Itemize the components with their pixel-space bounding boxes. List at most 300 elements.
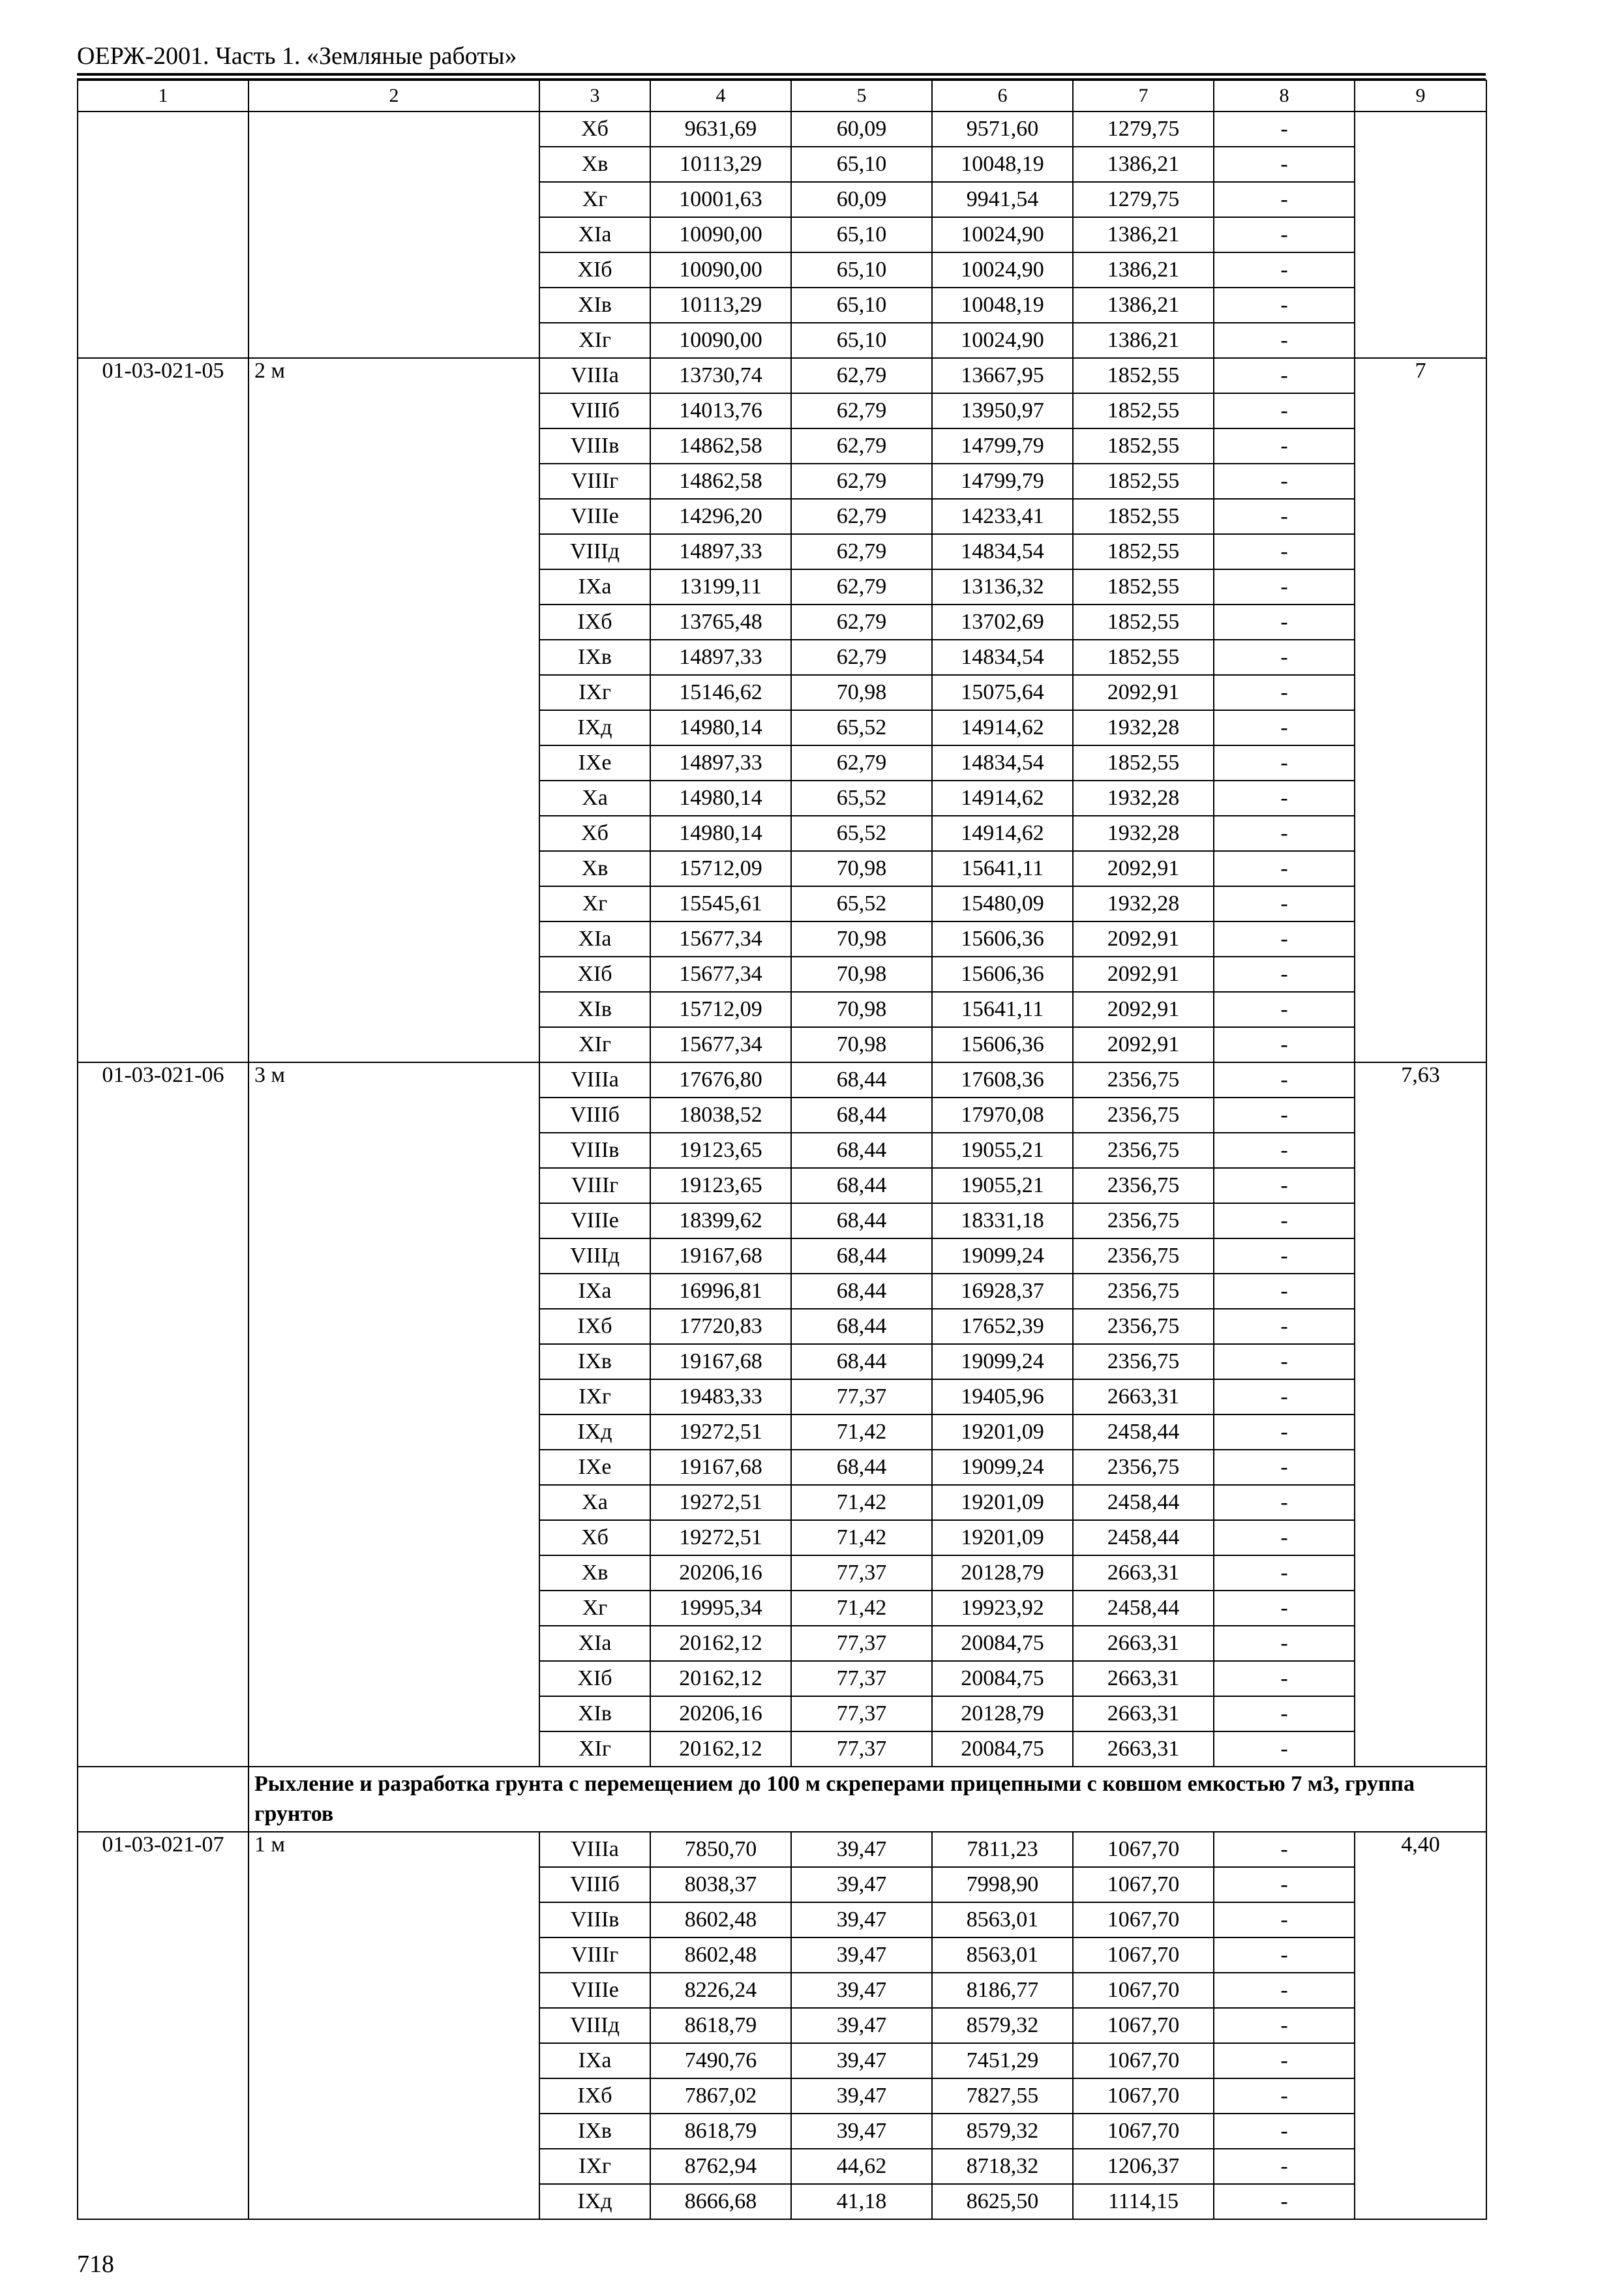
- total-cost-cell: 14862,58: [650, 428, 791, 464]
- machine-cost-cell: 19923,92: [932, 1591, 1073, 1626]
- total-cost-cell: 8618,79: [650, 2114, 791, 2149]
- column-header: 5: [791, 80, 932, 112]
- total-cost-cell: 10090,00: [650, 323, 791, 358]
- machine-cost-cell: 8563,01: [932, 1902, 1073, 1937]
- machine-cost-cell: 13950,97: [932, 393, 1073, 428]
- machinist-wages-cell: 1067,70: [1073, 2114, 1214, 2149]
- soil-group-cell: VIIIв: [539, 428, 650, 464]
- machinist-wages-cell: 1852,55: [1073, 393, 1214, 428]
- column-header: 1: [78, 80, 248, 112]
- machinist-wages-cell: 2356,75: [1073, 1274, 1214, 1309]
- total-cost-cell: 19272,51: [650, 1520, 791, 1555]
- table-body: [78, 112, 1486, 2219]
- total-cost-cell: 14980,14: [650, 781, 791, 816]
- materials-cell: -: [1214, 1902, 1355, 1937]
- materials-cell: -: [1214, 569, 1355, 605]
- wages-cell: 68,44: [791, 1450, 932, 1485]
- total-cost-cell: 15712,09: [650, 992, 791, 1027]
- wages-cell: 39,47: [791, 1902, 932, 1937]
- soil-group-cell: IХг: [539, 675, 650, 710]
- machine-cost-cell: 15480,09: [932, 886, 1073, 921]
- machine-cost-cell: 8579,32: [932, 2008, 1073, 2043]
- soil-group-cell: IХд: [539, 1414, 650, 1450]
- materials-cell: -: [1214, 428, 1355, 464]
- soil-group-cell: VIIIг: [539, 1937, 650, 1973]
- total-cost-cell: 13730,74: [650, 358, 791, 393]
- machine-cost-cell: 10024,90: [932, 217, 1073, 252]
- materials-cell: -: [1214, 1062, 1355, 1098]
- section-title: Рыхление и разработка грунта с перемещением до 100 м скреперами прицепными с ковшом емкостью 7 м3, группа грунтов: [248, 1767, 1486, 1832]
- total-cost-cell: 14897,33: [650, 534, 791, 569]
- total-cost-cell: 7850,70: [650, 1832, 791, 1867]
- soil-group-cell: IХг: [539, 2149, 650, 2184]
- machine-cost-cell: 15606,36: [932, 1027, 1073, 1062]
- machine-cost-cell: 19099,24: [932, 1344, 1073, 1379]
- machinist-wages-cell: 1852,55: [1073, 428, 1214, 464]
- total-cost-cell: 17720,83: [650, 1309, 791, 1344]
- machinist-wages-cell: 1932,28: [1073, 710, 1214, 745]
- machinist-wages-cell: 2663,31: [1073, 1661, 1214, 1696]
- materials-cell: -: [1214, 957, 1355, 992]
- machine-cost-cell: 14834,54: [932, 745, 1073, 781]
- machine-cost-cell: 19099,24: [932, 1238, 1073, 1274]
- wages-cell: 62,79: [791, 605, 932, 640]
- soil-group-cell: VIIIб: [539, 1867, 650, 1902]
- wages-cell: 71,42: [791, 1414, 932, 1450]
- wages-cell: 70,98: [791, 957, 932, 992]
- materials-cell: -: [1214, 1661, 1355, 1696]
- machinist-wages-cell: 1114,15: [1073, 2184, 1214, 2219]
- materials-cell: -: [1214, 1591, 1355, 1626]
- table-row: [78, 358, 1486, 393]
- materials-cell: -: [1214, 1098, 1355, 1133]
- materials-cell: -: [1214, 1832, 1355, 1867]
- machinist-wages-cell: 1279,75: [1073, 112, 1214, 147]
- machinist-wages-cell: 1386,21: [1073, 252, 1214, 288]
- machine-cost-cell: 15606,36: [932, 957, 1073, 992]
- soil-group-cell: ХIб: [539, 252, 650, 288]
- machine-cost-cell: 20084,75: [932, 1626, 1073, 1661]
- machinist-wages-cell: 2092,91: [1073, 992, 1214, 1027]
- wages-cell: 68,44: [791, 1344, 932, 1379]
- materials-cell: -: [1214, 710, 1355, 745]
- labor-cost-cell: 7,63: [1355, 1062, 1486, 1767]
- materials-cell: -: [1214, 781, 1355, 816]
- machine-cost-cell: 14914,62: [932, 710, 1073, 745]
- materials-cell: -: [1214, 886, 1355, 921]
- wages-cell: 68,44: [791, 1203, 932, 1238]
- materials-cell: -: [1214, 2008, 1355, 2043]
- total-cost-cell: 20162,12: [650, 1661, 791, 1696]
- machine-cost-cell: 19055,21: [932, 1133, 1073, 1168]
- wages-cell: 68,44: [791, 1098, 932, 1133]
- total-cost-cell: 8226,24: [650, 1973, 791, 2008]
- machinist-wages-cell: 2663,31: [1073, 1731, 1214, 1767]
- materials-cell: -: [1214, 640, 1355, 675]
- materials-cell: -: [1214, 2184, 1355, 2219]
- machinist-wages-cell: 1067,70: [1073, 2043, 1214, 2078]
- materials-cell: -: [1214, 816, 1355, 851]
- soil-group-cell: IХб: [539, 605, 650, 640]
- wages-cell: 65,10: [791, 323, 932, 358]
- soil-group-cell: ХIа: [539, 217, 650, 252]
- total-cost-cell: 14897,33: [650, 640, 791, 675]
- wages-cell: 39,47: [791, 2008, 932, 2043]
- total-cost-cell: 15677,34: [650, 1027, 791, 1062]
- materials-cell: -: [1214, 1238, 1355, 1274]
- materials-cell: -: [1214, 675, 1355, 710]
- machine-cost-cell: 10024,90: [932, 323, 1073, 358]
- column-header: 3: [539, 80, 650, 112]
- labor-cost-cell: 7: [1355, 358, 1486, 1062]
- machine-cost-cell: 17970,08: [932, 1098, 1073, 1133]
- soil-group-cell: VIIIе: [539, 1973, 650, 2008]
- total-cost-cell: 13199,11: [650, 569, 791, 605]
- total-cost-cell: 19272,51: [650, 1414, 791, 1450]
- soil-group-cell: ХIа: [539, 1626, 650, 1661]
- machinist-wages-cell: 2356,75: [1073, 1168, 1214, 1203]
- wages-cell: 65,52: [791, 886, 932, 921]
- wages-cell: 65,10: [791, 217, 932, 252]
- materials-cell: -: [1214, 605, 1355, 640]
- soil-group-cell: Хв: [539, 1555, 650, 1591]
- wages-cell: 65,10: [791, 147, 932, 182]
- materials-cell: -: [1214, 1027, 1355, 1062]
- soil-group-cell: VIIIб: [539, 393, 650, 428]
- soil-group-cell: VIIIд: [539, 1238, 650, 1274]
- soil-group-cell: IХб: [539, 1309, 650, 1344]
- total-cost-cell: 19167,68: [650, 1344, 791, 1379]
- machine-cost-cell: 15606,36: [932, 921, 1073, 957]
- table-row: [78, 1832, 1486, 1867]
- machinist-wages-cell: 1067,70: [1073, 1902, 1214, 1937]
- soil-group-cell: IХв: [539, 640, 650, 675]
- machine-cost-cell: 15641,11: [932, 992, 1073, 1027]
- wages-cell: 39,47: [791, 2078, 932, 2114]
- machinist-wages-cell: 2458,44: [1073, 1485, 1214, 1520]
- machinist-wages-cell: 2458,44: [1073, 1591, 1214, 1626]
- wages-cell: 62,79: [791, 745, 932, 781]
- machinist-wages-cell: 2356,75: [1073, 1098, 1214, 1133]
- soil-group-cell: IХв: [539, 1344, 650, 1379]
- wages-cell: 62,79: [791, 358, 932, 393]
- machinist-wages-cell: 1386,21: [1073, 323, 1214, 358]
- soil-group-cell: Ха: [539, 781, 650, 816]
- machinist-wages-cell: 1067,70: [1073, 1937, 1214, 1973]
- machine-cost-cell: 7451,29: [932, 2043, 1073, 2078]
- column-header: 8: [1214, 80, 1355, 112]
- machinist-wages-cell: 1852,55: [1073, 358, 1214, 393]
- materials-cell: -: [1214, 992, 1355, 1027]
- machine-cost-cell: 10024,90: [932, 252, 1073, 288]
- total-cost-cell: 8038,37: [650, 1867, 791, 1902]
- soil-group-cell: ХIг: [539, 1731, 650, 1767]
- materials-cell: -: [1214, 1309, 1355, 1344]
- total-cost-cell: 15677,34: [650, 957, 791, 992]
- total-cost-cell: 20206,16: [650, 1555, 791, 1591]
- materials-cell: -: [1214, 1133, 1355, 1168]
- total-cost-cell: 19167,68: [650, 1238, 791, 1274]
- wages-cell: 39,47: [791, 2114, 932, 2149]
- machinist-wages-cell: 2663,31: [1073, 1555, 1214, 1591]
- table-row: [78, 1062, 1486, 1098]
- materials-cell: -: [1214, 2149, 1355, 2184]
- wages-cell: 62,79: [791, 534, 932, 569]
- machine-cost-cell: 7998,90: [932, 1867, 1073, 1902]
- wages-cell: 70,98: [791, 992, 932, 1027]
- machinist-wages-cell: 1852,55: [1073, 745, 1214, 781]
- machinist-wages-cell: 2663,31: [1073, 1379, 1214, 1414]
- soil-group-cell: Хв: [539, 851, 650, 886]
- rates-table: [77, 80, 1487, 2220]
- machinist-wages-cell: 1386,21: [1073, 217, 1214, 252]
- total-cost-cell: 20162,12: [650, 1626, 791, 1661]
- machine-cost-cell: 9941,54: [932, 182, 1073, 217]
- machinist-wages-cell: 2092,91: [1073, 675, 1214, 710]
- materials-cell: -: [1214, 1937, 1355, 1973]
- machine-cost-cell: 14233,41: [932, 499, 1073, 534]
- machine-cost-cell: 19201,09: [932, 1414, 1073, 1450]
- work-name: 3 м: [248, 1062, 539, 1767]
- wages-cell: 39,47: [791, 1937, 932, 1973]
- total-cost-cell: 17676,80: [650, 1062, 791, 1098]
- materials-cell: -: [1214, 1379, 1355, 1414]
- soil-group-cell: VIIIд: [539, 534, 650, 569]
- machinist-wages-cell: 1206,37: [1073, 2149, 1214, 2184]
- machine-cost-cell: 14834,54: [932, 534, 1073, 569]
- machine-cost-cell: 16928,37: [932, 1274, 1073, 1309]
- rate-code: 01-03-021-05: [78, 358, 248, 1062]
- soil-group-cell: Хг: [539, 1591, 650, 1626]
- page-header: ОЕРЖ-2001. Часть 1. «Земляные работы»: [77, 42, 517, 70]
- wages-cell: 39,47: [791, 2043, 932, 2078]
- soil-group-cell: ХIг: [539, 1027, 650, 1062]
- rate-code: 01-03-021-06: [78, 1062, 248, 1767]
- soil-group-cell: IХе: [539, 745, 650, 781]
- materials-cell: -: [1214, 252, 1355, 288]
- machine-cost-cell: 13702,69: [932, 605, 1073, 640]
- machinist-wages-cell: 2356,75: [1073, 1238, 1214, 1274]
- materials-cell: -: [1214, 393, 1355, 428]
- machinist-wages-cell: 1852,55: [1073, 640, 1214, 675]
- column-header: 9: [1355, 80, 1486, 112]
- soil-group-cell: Хб: [539, 1520, 650, 1555]
- soil-group-cell: ХIа: [539, 921, 650, 957]
- total-cost-cell: 10113,29: [650, 147, 791, 182]
- total-cost-cell: 15712,09: [650, 851, 791, 886]
- wages-cell: 44,62: [791, 2149, 932, 2184]
- materials-cell: -: [1214, 323, 1355, 358]
- materials-cell: -: [1214, 1867, 1355, 1902]
- materials-cell: -: [1214, 217, 1355, 252]
- machinist-wages-cell: 2092,91: [1073, 851, 1214, 886]
- soil-group-cell: ХIв: [539, 1696, 650, 1731]
- total-cost-cell: 15146,62: [650, 675, 791, 710]
- materials-cell: -: [1214, 1274, 1355, 1309]
- wages-cell: 70,98: [791, 675, 932, 710]
- materials-cell: -: [1214, 1555, 1355, 1591]
- wages-cell: 70,98: [791, 921, 932, 957]
- machinist-wages-cell: 1852,55: [1073, 534, 1214, 569]
- wages-cell: 65,52: [791, 710, 932, 745]
- materials-cell: -: [1214, 851, 1355, 886]
- materials-cell: -: [1214, 1414, 1355, 1450]
- soil-group-cell: IХа: [539, 569, 650, 605]
- soil-group-cell: Хг: [539, 886, 650, 921]
- wages-cell: 65,10: [791, 252, 932, 288]
- column-number-row: [78, 80, 1486, 112]
- soil-group-cell: VIIIе: [539, 1203, 650, 1238]
- machinist-wages-cell: 2356,75: [1073, 1309, 1214, 1344]
- wages-cell: 62,79: [791, 428, 932, 464]
- machine-cost-cell: 13667,95: [932, 358, 1073, 393]
- machine-cost-cell: 14834,54: [932, 640, 1073, 675]
- materials-cell: -: [1214, 1626, 1355, 1661]
- labor-cost-cell: [1355, 112, 1486, 358]
- materials-cell: -: [1214, 745, 1355, 781]
- machinist-wages-cell: 1067,70: [1073, 2008, 1214, 2043]
- soil-group-cell: IХа: [539, 2043, 650, 2078]
- work-name: 2 м: [248, 358, 539, 1062]
- table-row: [78, 112, 1486, 147]
- materials-cell: -: [1214, 2114, 1355, 2149]
- machinist-wages-cell: 2092,91: [1073, 957, 1214, 992]
- machine-cost-cell: 8579,32: [932, 2114, 1073, 2149]
- soil-group-cell: Хв: [539, 147, 650, 182]
- materials-cell: -: [1214, 358, 1355, 393]
- column-header: 7: [1073, 80, 1214, 112]
- machinist-wages-cell: 1067,70: [1073, 1832, 1214, 1867]
- wages-cell: 68,44: [791, 1062, 932, 1098]
- machine-cost-cell: 19405,96: [932, 1379, 1073, 1414]
- total-cost-cell: 19167,68: [650, 1450, 791, 1485]
- machine-cost-cell: 19055,21: [932, 1168, 1073, 1203]
- rate-code: 01-03-021-07: [78, 1832, 248, 2219]
- section-row: [78, 1767, 1486, 1832]
- wages-cell: 77,37: [791, 1696, 932, 1731]
- soil-group-cell: VIIIе: [539, 499, 650, 534]
- materials-cell: -: [1214, 1696, 1355, 1731]
- machine-cost-cell: 14914,62: [932, 781, 1073, 816]
- soil-group-cell: ХIв: [539, 288, 650, 323]
- column-header: 2: [248, 80, 539, 112]
- machine-cost-cell: 10048,19: [932, 147, 1073, 182]
- materials-cell: -: [1214, 1344, 1355, 1379]
- wages-cell: 77,37: [791, 1661, 932, 1696]
- total-cost-cell: 16996,81: [650, 1274, 791, 1309]
- materials-cell: -: [1214, 1973, 1355, 2008]
- machine-cost-cell: 19099,24: [932, 1450, 1073, 1485]
- wages-cell: 77,37: [791, 1379, 932, 1414]
- materials-cell: -: [1214, 1450, 1355, 1485]
- wages-cell: 77,37: [791, 1555, 932, 1591]
- machinist-wages-cell: 2458,44: [1073, 1414, 1214, 1450]
- materials-cell: -: [1214, 1731, 1355, 1767]
- soil-group-cell: IХд: [539, 2184, 650, 2219]
- soil-group-cell: IХд: [539, 710, 650, 745]
- total-cost-cell: 8602,48: [650, 1902, 791, 1937]
- wages-cell: 39,47: [791, 1973, 932, 2008]
- wages-cell: 60,09: [791, 112, 932, 147]
- materials-cell: -: [1214, 1520, 1355, 1555]
- machine-cost-cell: 10048,19: [932, 288, 1073, 323]
- wages-cell: 70,98: [791, 1027, 932, 1062]
- materials-cell: -: [1214, 182, 1355, 217]
- total-cost-cell: 20162,12: [650, 1731, 791, 1767]
- materials-cell: -: [1214, 1485, 1355, 1520]
- materials-cell: -: [1214, 464, 1355, 499]
- machine-cost-cell: 19201,09: [932, 1520, 1073, 1555]
- total-cost-cell: 14013,76: [650, 393, 791, 428]
- soil-group-cell: VIIIа: [539, 1062, 650, 1098]
- machine-cost-cell: 8625,50: [932, 2184, 1073, 2219]
- machinist-wages-cell: 2458,44: [1073, 1520, 1214, 1555]
- wages-cell: 77,37: [791, 1731, 932, 1767]
- wages-cell: 68,44: [791, 1133, 932, 1168]
- materials-cell: -: [1214, 499, 1355, 534]
- total-cost-cell: 15545,61: [650, 886, 791, 921]
- machine-cost-cell: 15641,11: [932, 851, 1073, 886]
- machinist-wages-cell: 2092,91: [1073, 1027, 1214, 1062]
- machinist-wages-cell: 2356,75: [1073, 1133, 1214, 1168]
- machinist-wages-cell: 1852,55: [1073, 605, 1214, 640]
- page-number: 718: [77, 2251, 114, 2278]
- machine-cost-cell: 20128,79: [932, 1696, 1073, 1731]
- machinist-wages-cell: 2356,75: [1073, 1062, 1214, 1098]
- total-cost-cell: 14980,14: [650, 710, 791, 745]
- soil-group-cell: IХв: [539, 2114, 650, 2149]
- column-header: 6: [932, 80, 1073, 112]
- machine-cost-cell: 17652,39: [932, 1309, 1073, 1344]
- materials-cell: -: [1214, 1203, 1355, 1238]
- wages-cell: 77,37: [791, 1626, 932, 1661]
- materials-cell: -: [1214, 921, 1355, 957]
- total-cost-cell: 10090,00: [650, 217, 791, 252]
- machinist-wages-cell: 2092,91: [1073, 921, 1214, 957]
- wages-cell: 68,44: [791, 1309, 932, 1344]
- machine-cost-cell: 13136,32: [932, 569, 1073, 605]
- wages-cell: 71,42: [791, 1485, 932, 1520]
- total-cost-cell: 20206,16: [650, 1696, 791, 1731]
- wages-cell: 65,52: [791, 781, 932, 816]
- machinist-wages-cell: 1279,75: [1073, 182, 1214, 217]
- machine-cost-cell: 9571,60: [932, 112, 1073, 147]
- machinist-wages-cell: 1932,28: [1073, 816, 1214, 851]
- wages-cell: 62,79: [791, 569, 932, 605]
- total-cost-cell: 19123,65: [650, 1133, 791, 1168]
- total-cost-cell: 14980,14: [650, 816, 791, 851]
- total-cost-cell: 8618,79: [650, 2008, 791, 2043]
- wages-cell: 70,98: [791, 851, 932, 886]
- machine-cost-cell: 14799,79: [932, 464, 1073, 499]
- total-cost-cell: 15677,34: [650, 921, 791, 957]
- wages-cell: 60,09: [791, 182, 932, 217]
- machinist-wages-cell: 1067,70: [1073, 2078, 1214, 2114]
- machinist-wages-cell: 1932,28: [1073, 781, 1214, 816]
- work-name: 1 м: [248, 1832, 539, 2219]
- materials-cell: -: [1214, 112, 1355, 147]
- total-cost-cell: 18399,62: [650, 1203, 791, 1238]
- wages-cell: 62,79: [791, 640, 932, 675]
- machine-cost-cell: 8563,01: [932, 1937, 1073, 1973]
- total-cost-cell: 10090,00: [650, 252, 791, 288]
- materials-cell: -: [1214, 2043, 1355, 2078]
- wages-cell: 62,79: [791, 499, 932, 534]
- machinist-wages-cell: 2356,75: [1073, 1203, 1214, 1238]
- machine-cost-cell: 20084,75: [932, 1661, 1073, 1696]
- machinist-wages-cell: 1852,55: [1073, 464, 1214, 499]
- total-cost-cell: 9631,69: [650, 112, 791, 147]
